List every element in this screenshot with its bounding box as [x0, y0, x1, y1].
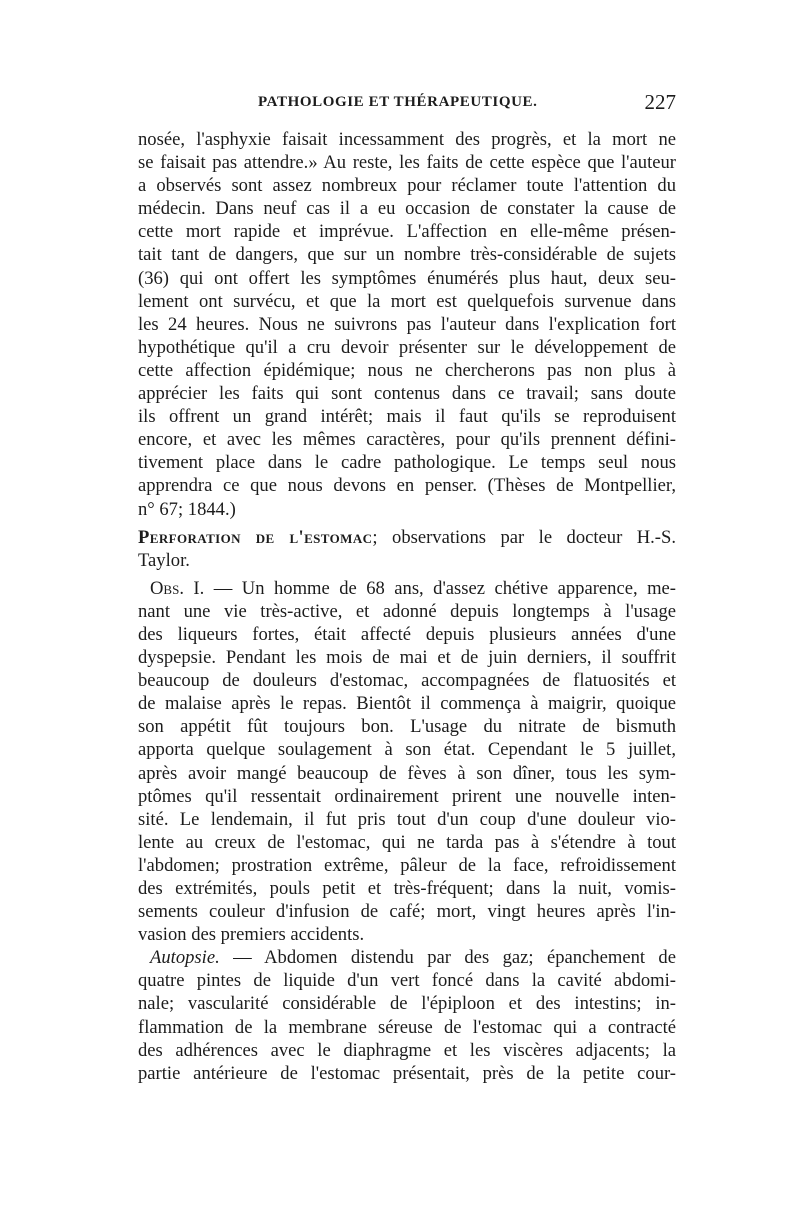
text-line: hypothétique qu'il a cru devoir présenter sur le développement de [138, 336, 676, 358]
text-line: apprendra ce que nous devons en penser. (Thèses de Montpellier, [138, 475, 676, 497]
text-line: nosée, l'asphyxie faisait incessamment des progrès, et la mort ne [138, 129, 676, 150]
text-line: ptômes qu'il ressentait ordinairement prirent une nouvelle inten- [138, 785, 676, 807]
text-line: de malaise après le repas. Bientôt il commença à maigrir, quoique [138, 693, 676, 715]
running-header [138, 90, 678, 116]
text-line: ils offrent un grand intérêt; mais il faut qu'ils se reproduisent [138, 406, 676, 428]
text-line: n° 67; 1844.) [138, 498, 236, 520]
text-line: nant une vie très-active, et adonné depuis longtemps à l'usage [138, 600, 676, 622]
autopsie-paragraph [138, 946, 676, 1085]
autopsie-label: Autopsie. [150, 947, 220, 969]
text-line: tivement place dans le cadre pathologique. Le temps seul nous [138, 452, 676, 474]
section-heading: Perforation de l'estomac [138, 526, 373, 548]
text-line: des liqueurs fortes, était affecté depuis plusieurs années d'une [138, 623, 676, 645]
text-line: partie antérieure de l'estomac présentait, près de la petite cour- [138, 1062, 676, 1084]
text-line: des extrémités, pouls petit et très-fréquent; dans la nuit, vomis- [138, 878, 676, 899]
text-line: a observés sont assez nombreux pour réclamer toute l'attention du [138, 175, 676, 197]
text-line: médecin. Dans neuf cas il a eu occasion de constater la cause de [138, 198, 676, 220]
observation-text: — Un homme de 68 ans, d'assez chétive apparence, me- [204, 577, 676, 599]
text-line: tait tant de dangers, que sur un nombre très-considérable de sujets [138, 244, 676, 266]
text-line: (36) qui ont offert les symptômes énumérés plus haut, deux seu- [138, 267, 676, 289]
text-line: lente au creux de l'estomac, qui ne tarda pas à s'étendre à tout [138, 831, 676, 853]
paragraph-asphyxie [138, 128, 676, 521]
section-heading-line [138, 526, 676, 549]
section-heading-rest: ; observations par le docteur H.-S. [372, 526, 676, 548]
text-line: beaucoup de douleurs d'estomac, accompagnées de flatuosités et [138, 670, 676, 692]
text-line: vasion des premiers accidents. [138, 924, 365, 946]
autopsie-text: — Abdomen distendu par des gaz; épanchement de [219, 947, 676, 969]
text-line: apprécier les faits qui sont contenus dans ce travail; sans doute [138, 383, 676, 405]
running-title: PATHOLOGIE ET THÉRAPEUTIQUE. [258, 94, 538, 110]
observation-label: Obs. I. [150, 577, 205, 599]
text-line: cette mort rapide et imprévue. L'affection en elle-même présen- [138, 221, 676, 243]
text-line: sements couleur d'infusion de café; mort, vingt heures après l'in- [138, 901, 676, 923]
text-line: les 24 heures. Nous ne suivrons pas l'auteur dans l'explication fort [138, 313, 676, 335]
text-line: dyspepsie. Pendant les mois de mai et de juin derniers, il souffrit [138, 647, 676, 669]
text-line: apporta quelque soulagement à son état. Cependant le 5 juillet, [138, 739, 676, 761]
text-line: cette affection épidémique; nous ne chercherons pas non plus à [138, 359, 676, 381]
text-line: flammation de la membrane séreuse de l'estomac qui a contracté [138, 1016, 676, 1038]
text-line: son appétit fût toujours bon. L'usage du nitrate de bismuth [138, 716, 676, 738]
text-line: se faisait pas attendre.» Au reste, les faits de cette espèce que l'auteur [138, 152, 676, 174]
text-line: sité. Le lendemain, il fut pris tout d'un coup d'une douleur vio- [138, 808, 676, 830]
text-line: après avoir mangé beaucoup de fèves à son dîner, tous les sym- [138, 762, 676, 784]
text-line: nale; vascularité considérable de l'épiploon et des intestins; in- [138, 993, 676, 1015]
section-perforation [138, 526, 676, 572]
text-line: Taylor. [138, 549, 190, 571]
text-line: des adhérences avec le diaphragme et les viscères adjacents; la [138, 1039, 676, 1061]
text-line: lement ont survécu, et que la mort est quelquefois survenue dans [138, 290, 676, 312]
text-line: quatre pintes de liquide d'un vert foncé dans la cavité abdomi- [138, 970, 676, 992]
page-number: 227 [644, 90, 676, 114]
observation-paragraph [138, 577, 676, 947]
observation-first-line [138, 577, 676, 600]
autopsie-first-line [138, 946, 676, 969]
text-line: encore, et avec les mêmes caractères, pour qu'ils prennent défini- [138, 429, 676, 451]
body-text [138, 128, 676, 1085]
text-line: l'abdomen; prostration extrême, pâleur de la face, refroidissement [138, 854, 676, 876]
